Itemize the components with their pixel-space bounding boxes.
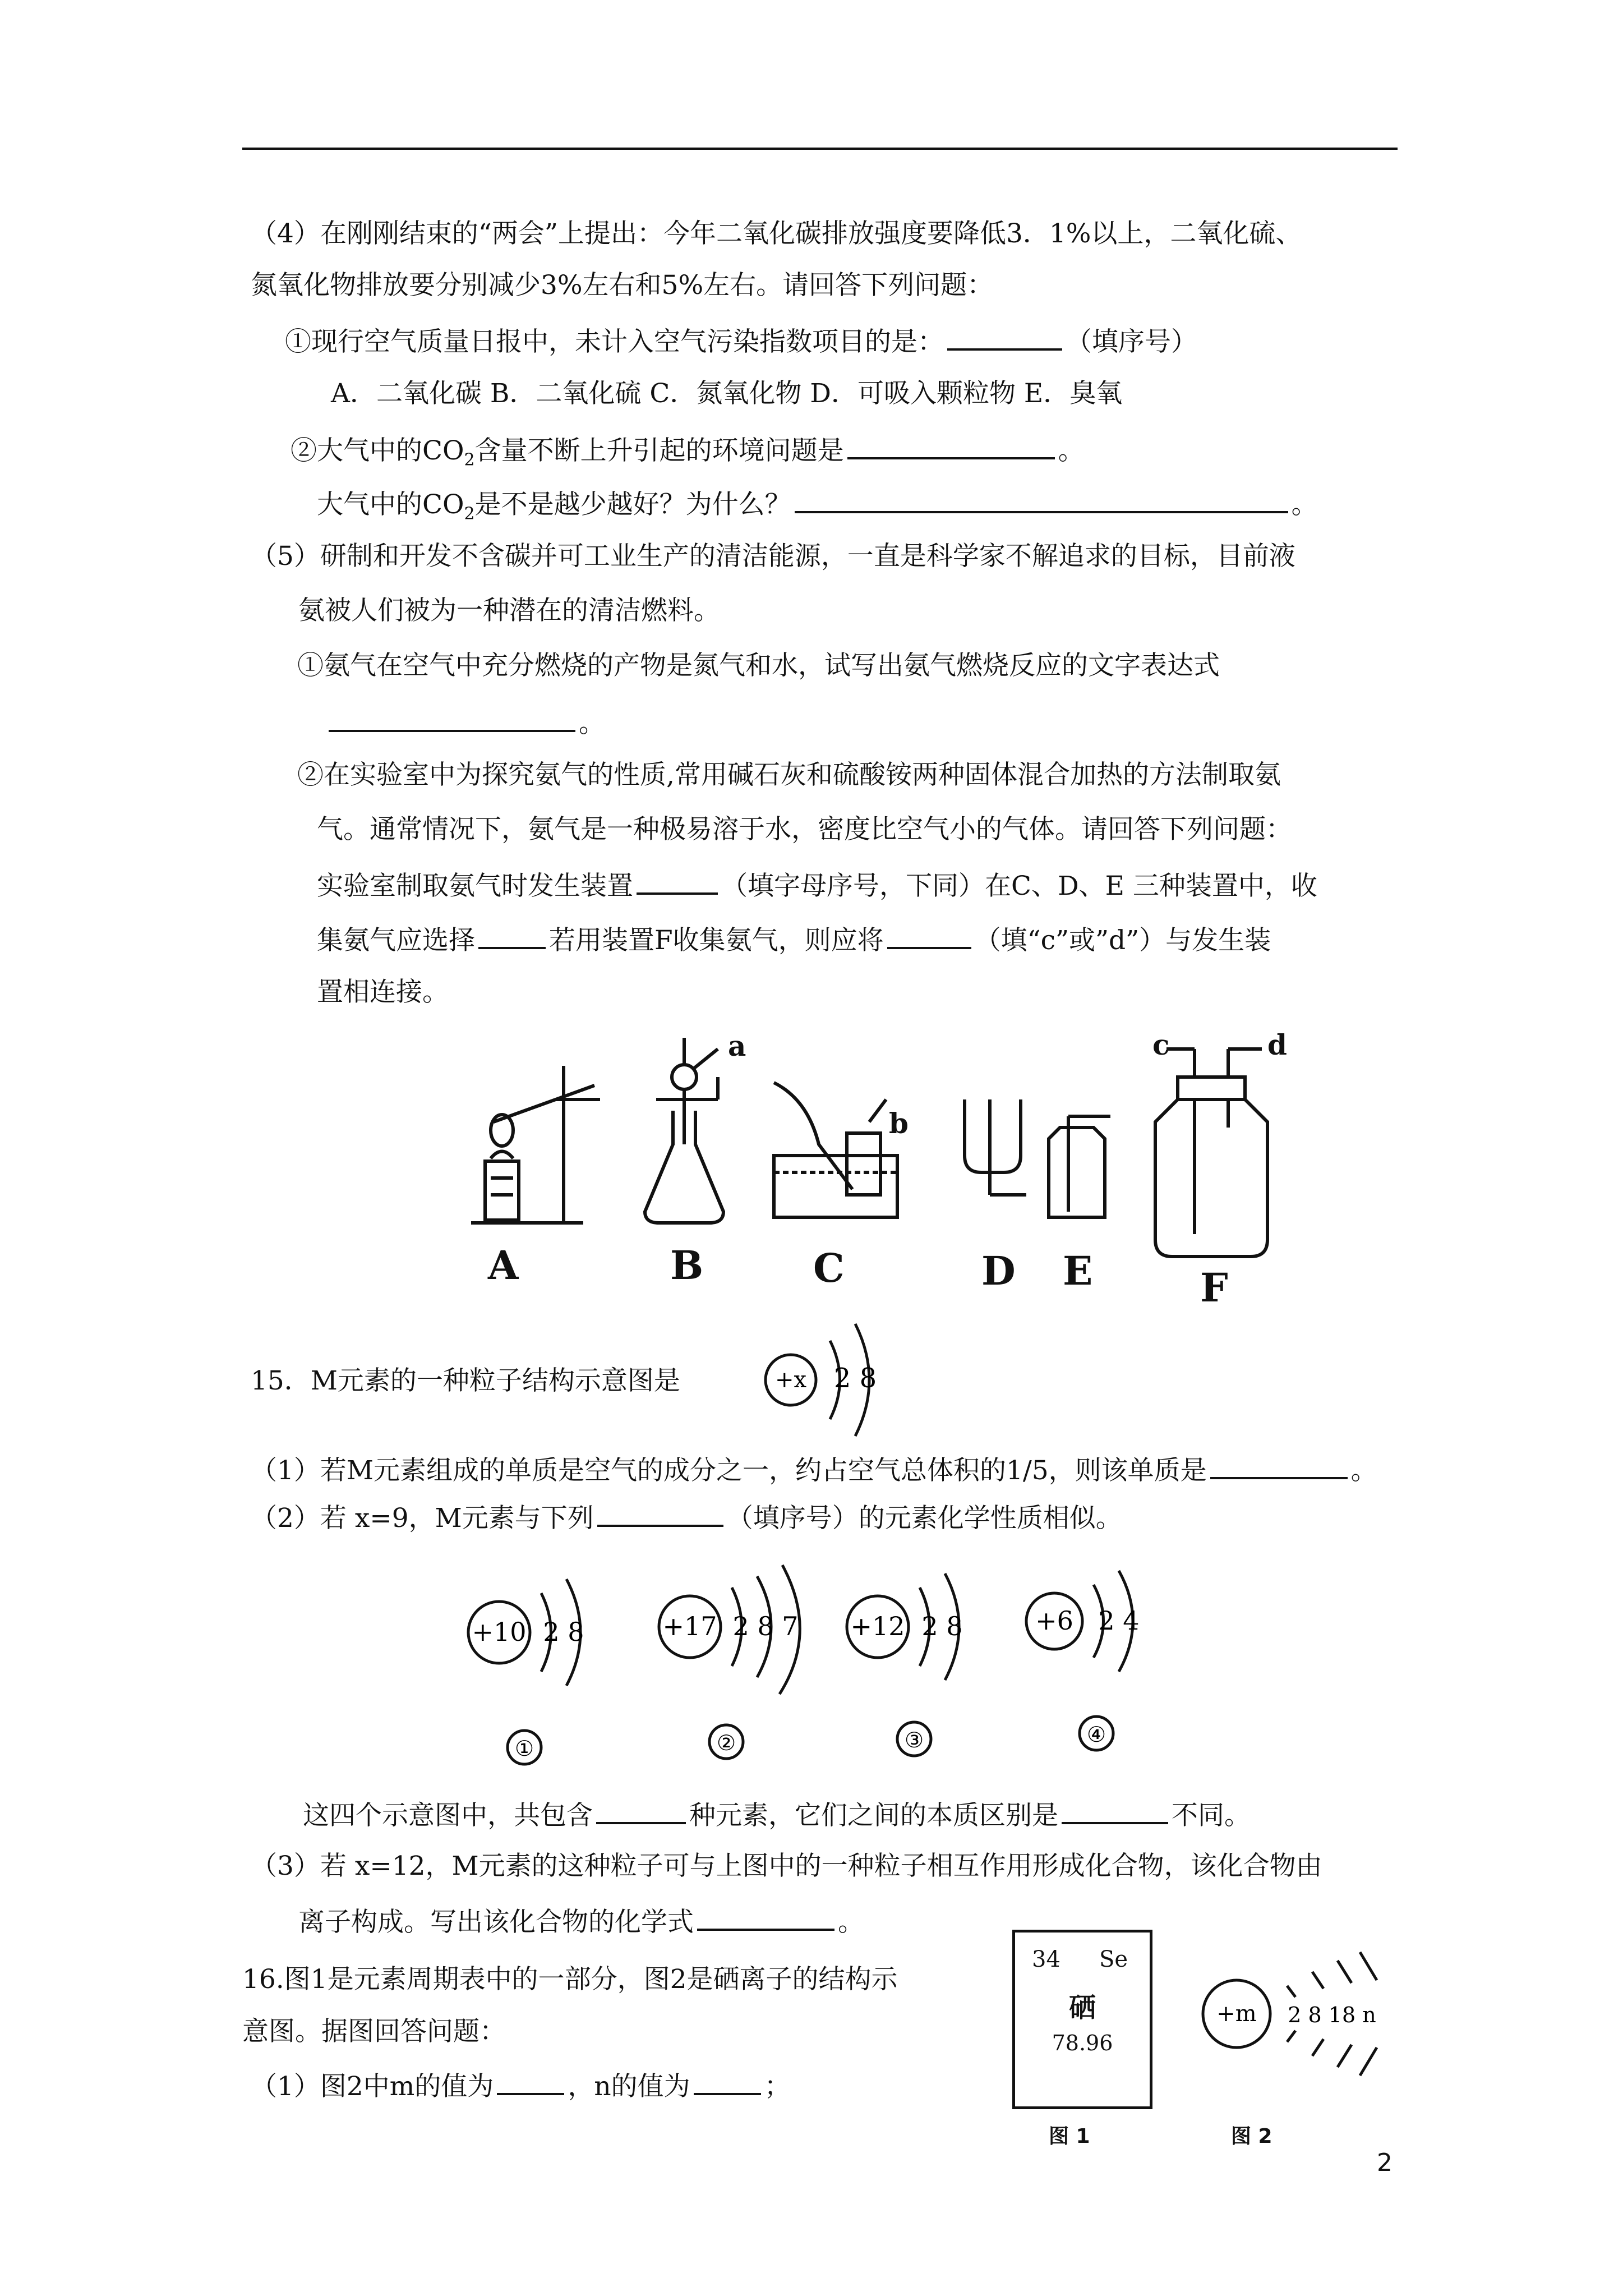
q5-sub1-line1: ①氨气在空气中充分燃烧的产物是氮气和水，试写出氨气燃烧反应的文字表达式 <box>297 650 1220 681</box>
q5-sub1-line2 <box>325 703 605 742</box>
q15-sub1-end: 。 <box>1350 1455 1377 1486</box>
q15-sub2-followup-text3: 不同。 <box>1172 1800 1251 1831</box>
answer-blank[interactable] <box>596 1795 686 1824</box>
selenium-nucleus: +m <box>1216 2001 1257 2027</box>
q4-sub2-end: 。 <box>1058 435 1085 466</box>
q4-sub3 <box>317 484 1318 532</box>
atom-diagrams <box>449 1559 1206 1773</box>
atom-4-shells: 2 4 <box>1098 1605 1140 1636</box>
atom-4-label: ④ <box>1086 1722 1106 1747</box>
subscript: 2 <box>464 504 475 524</box>
apparatus-mark-a: a <box>728 1032 746 1062</box>
q16-sub1 <box>251 2066 791 2105</box>
q15-sub2-text2: （填序号）的元素化学性质相似。 <box>726 1503 1122 1534</box>
q5-sub2-line4-text: 集氨气应选择 <box>317 925 475 956</box>
apparatus-label-f: F <box>1200 1264 1228 1311</box>
q4-intro-line2: 氮氧化物排放要分别减少3%左右和5%左右。请回答下列问题： <box>251 270 994 301</box>
q15-sub3-line2 <box>298 1902 864 1940</box>
q5-sub2-line3-text2: （填字母序号，下同）在C、D、E 三种装置中，收 <box>721 871 1317 901</box>
answer-blank[interactable] <box>597 1498 723 1527</box>
apparatus-label-c: C <box>813 1245 845 1291</box>
atom-3-label: ③ <box>904 1728 924 1752</box>
q4-sub2 <box>291 430 1085 478</box>
atom-3-shells: 2 8 <box>921 1611 963 1641</box>
answer-blank[interactable] <box>847 430 1055 459</box>
m-particle-nucleus: +x <box>774 1367 807 1393</box>
atom-1-label: ① <box>514 1736 534 1761</box>
selenium-ion-diagram <box>1189 1930 1402 2098</box>
apparatus-a-icon <box>471 1066 600 1223</box>
apparatus-mark-d: d <box>1267 1032 1287 1061</box>
answer-blank[interactable] <box>887 920 971 949</box>
q4-sub3-text2: 是不是越少越好？为什么？ <box>474 489 791 520</box>
q5-sub2-line4 <box>317 920 1271 959</box>
q4-sub1-text: ①现行空气质量日报中，未计入空气污染指数项目的是： <box>285 326 944 357</box>
q16-line1: 16.图1是元素周期表中的一部分，图2是硒离子的结构示 <box>242 1964 898 1995</box>
apparatus-b-icon <box>645 1038 723 1223</box>
atom-2-nucleus: +17 <box>662 1611 717 1641</box>
q16-sub1-text2: ，n的值为 <box>568 2071 690 2102</box>
q16-sub1-end: ； <box>764 2071 791 2102</box>
apparatus-label-a: A <box>488 1242 519 1289</box>
atom-1-nucleus: +10 <box>472 1617 527 1647</box>
q15-sub3-line1: （3）若 x=12，M元素的这种粒子可与上图中的一种粒子相互作用形成化合物，该化合物由 <box>251 1851 1322 1881</box>
element-name: 硒 <box>1068 1992 1096 2023</box>
q16-sub1-text: （1）图2中m的值为 <box>251 2071 494 2102</box>
m-particle-shells: 2 8 <box>833 1363 877 1394</box>
q15-sub2-followup-text2: 种元素，它们之间的本质区别是 <box>689 1800 1058 1831</box>
q5-sub2-line5: 置相连接。 <box>317 977 449 1007</box>
subscript: 2 <box>464 450 475 470</box>
selenium-shells: 2 8 18 n <box>1288 2003 1376 2027</box>
apparatus-mark-c: c <box>1152 1032 1170 1061</box>
q5-sub2-line3 <box>317 866 1317 904</box>
answer-blank[interactable] <box>795 484 1288 513</box>
answer-blank[interactable] <box>697 1902 834 1931</box>
q5-sub2-line4-text2: 若用装置F收集氨气，则应将 <box>549 925 884 956</box>
q4-sub3-text: 大气中的CO <box>317 489 464 520</box>
answer-blank[interactable] <box>637 866 718 895</box>
atomic-number: 34 <box>1032 1947 1061 1972</box>
q15-sub2-followup-text: 这四个示意图中，共包含 <box>303 1800 593 1831</box>
answer-blank[interactable] <box>694 2066 761 2095</box>
q5-sub2-line1: ②在实验室中为探究氨气的性质,常用碱石灰和硫酸铵两种固体混合加热的方法制取氨 <box>297 760 1281 790</box>
answer-blank[interactable] <box>329 703 575 732</box>
answer-blank[interactable] <box>497 2066 564 2095</box>
page-number: 2 <box>1377 2148 1393 2177</box>
apparatus-c-icon <box>774 1083 897 1217</box>
q4-options: A．二氧化碳 B．二氧化硫 C．氮氧化物 D．可吸入颗粒物 E．臭氧 <box>331 378 1123 409</box>
q5-sub2-line2: 气。通常情况下，氨气是一种极易溶于水，密度比空气小的气体。请回答下列问题： <box>317 814 1292 845</box>
apparatus-label-e: E <box>1063 1248 1093 1294</box>
q15-sub2 <box>251 1498 1122 1536</box>
q4-sub1-suffix: （填序号） <box>1066 326 1197 357</box>
figure-1-caption: 图 1 <box>1049 2125 1090 2148</box>
q15-sub3-line2-text: 离子构成。写出该化合物的化学式 <box>298 1907 694 1938</box>
answer-blank[interactable] <box>1062 1795 1168 1824</box>
apparatus-label-d: D <box>981 1248 1016 1294</box>
atom-2-label: ② <box>716 1731 736 1755</box>
q5-intro-line1: （5）研制和开发不含碳并可工业生产的清洁能源，一直是科学家不解追求的目标，目前液 <box>251 541 1295 572</box>
q5-sub1-end: 。 <box>579 708 605 739</box>
q15-sub3-end: 。 <box>838 1907 864 1938</box>
apparatus-label-b: B <box>670 1242 704 1289</box>
header-rule <box>242 148 1398 150</box>
apparatus-figure <box>460 1032 1301 1313</box>
q15-sub1 <box>251 1450 1377 1489</box>
atomic-mass: 78.96 <box>1052 2031 1113 2055</box>
atom-3-nucleus: +12 <box>850 1611 905 1641</box>
atom-4-nucleus: +6 <box>1035 1605 1073 1636</box>
element-symbol: Se <box>1099 1947 1128 1972</box>
apparatus-mark-b: b <box>889 1107 909 1140</box>
q4-sub3-end: 。 <box>1291 489 1318 520</box>
q15-title: 15．M元素的一种粒子结构示意图是 <box>251 1365 680 1396</box>
q4-intro-line1: （4）在刚刚结束的“两会”上提出：今年二氧化碳排放强度要降低3．1%以上，二氧化硫、 <box>251 218 1302 249</box>
q15-sub2-text: （2）若 x=9，M元素与下列 <box>251 1503 594 1534</box>
q15-sub1-text: （1）若M元素组成的单质是空气的成分之一，约占空气总体积的1/5，则该单质是 <box>251 1455 1207 1486</box>
apparatus-d-icon <box>965 1099 1026 1195</box>
answer-blank[interactable] <box>947 321 1062 351</box>
m-particle-diagram <box>757 1307 914 1453</box>
q5-intro-line2: 氨被人们被为一种潜在的清洁燃料。 <box>298 595 720 626</box>
q5-sub2-line4-text3: （填“c”或”d”）与发生装 <box>974 925 1271 956</box>
answer-blank[interactable] <box>1210 1450 1348 1479</box>
q4-sub2-text2: 含量不断上升引起的环境问题是 <box>474 435 844 466</box>
q5-sub2-line3-text: 实验室制取氨气时发生装置 <box>317 871 633 901</box>
q16-line2: 意图。据图回答问题： <box>242 2016 506 2047</box>
atom-1-shells: 2 8 <box>543 1617 584 1647</box>
apparatus-f-icon <box>1155 1049 1267 1257</box>
answer-blank[interactable] <box>478 920 546 949</box>
apparatus-e-icon <box>1049 1116 1110 1217</box>
q15-sub2-followup <box>303 1795 1251 1834</box>
periodic-table-cell <box>1012 1930 1152 2109</box>
q4-sub1 <box>285 321 1197 360</box>
figure-2-caption: 图 2 <box>1231 2125 1272 2148</box>
q4-sub2-text: ②大气中的CO <box>291 435 464 466</box>
atom-2-shells: 2 8 7 <box>732 1611 799 1641</box>
